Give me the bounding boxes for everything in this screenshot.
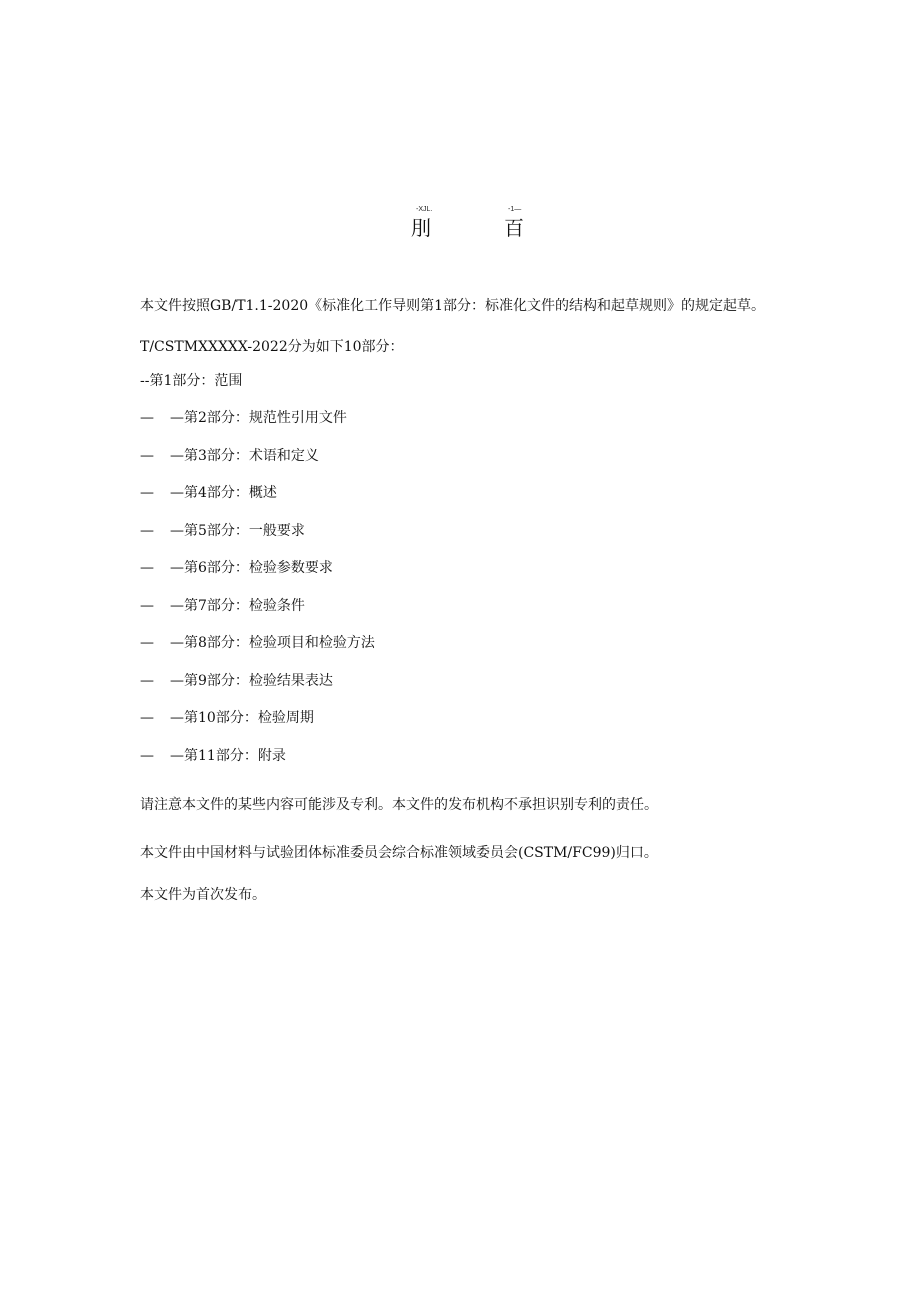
list-item-part-11 xyxy=(140,747,286,765)
title-note-right: -1— xyxy=(508,206,522,213)
list-item-text: —第10部分：检验周期 xyxy=(170,710,314,726)
list-item-part-8 xyxy=(140,634,375,652)
committee-paragraph: 本文件由中国材料与试验团体标准委员会综合标准领域委员会(CSTM/FC99)归口。 xyxy=(140,845,658,861)
list-bullet: — xyxy=(140,748,154,764)
foreword-title xyxy=(0,206,920,246)
list-bullet: — xyxy=(140,448,154,464)
list-item-text: —第9部分：检验结果表达 xyxy=(170,673,333,689)
first-release-paragraph: 本文件为首次发布。 xyxy=(140,887,266,903)
patent-notice-paragraph: 请注意本文件的某些内容可能涉及专利。本文件的发布机构不承担识别专利的责任。 xyxy=(140,797,658,813)
title-note-left: -XJL. xyxy=(416,206,433,213)
list-item-part-9 xyxy=(140,672,333,690)
list-item-part-1: --第1部分：范围 xyxy=(140,373,243,389)
list-item-text: —第5部分：一般要求 xyxy=(170,523,305,539)
list-item-text: —第2部分：规范性引用文件 xyxy=(170,410,347,426)
drafting-rules-paragraph: 本文件按照GB/T1.1-2020《标准化工作导则第1部分：标准化文件的结构和起草规则》的规定起草。 xyxy=(140,298,766,314)
list-bullet: — xyxy=(140,598,154,614)
list-item-text: —第3部分：术语和定义 xyxy=(170,448,319,464)
list-item-text: —第7部分：检验条件 xyxy=(170,598,305,614)
title-char-left: 刖 xyxy=(411,216,431,240)
list-item-text: —第11部分：附录 xyxy=(170,748,286,764)
list-item-part-5 xyxy=(140,522,305,540)
list-item-part-4 xyxy=(140,484,277,502)
list-bullet: — xyxy=(140,523,154,539)
list-bullet: — xyxy=(140,635,154,651)
list-bullet: — xyxy=(140,560,154,576)
list-item-part-10 xyxy=(140,709,314,727)
list-item-text: —第6部分：检验参数要求 xyxy=(170,560,333,576)
list-item-part-2 xyxy=(140,409,347,427)
list-item-part-3 xyxy=(140,447,319,465)
list-item-part-7 xyxy=(140,597,305,615)
list-item-part-6 xyxy=(140,559,333,577)
list-bullet: — xyxy=(140,673,154,689)
list-bullet: — xyxy=(140,485,154,501)
title-char-right: 百 xyxy=(504,216,524,240)
list-item-text: —第8部分：检验项目和检验方法 xyxy=(170,635,375,651)
list-bullet: — xyxy=(140,410,154,426)
parts-intro-paragraph: T/CSTMXXXXX-2022分为如下10部分： xyxy=(140,339,404,355)
list-bullet: — xyxy=(140,710,154,726)
list-item-text: —第4部分：概述 xyxy=(170,485,277,501)
